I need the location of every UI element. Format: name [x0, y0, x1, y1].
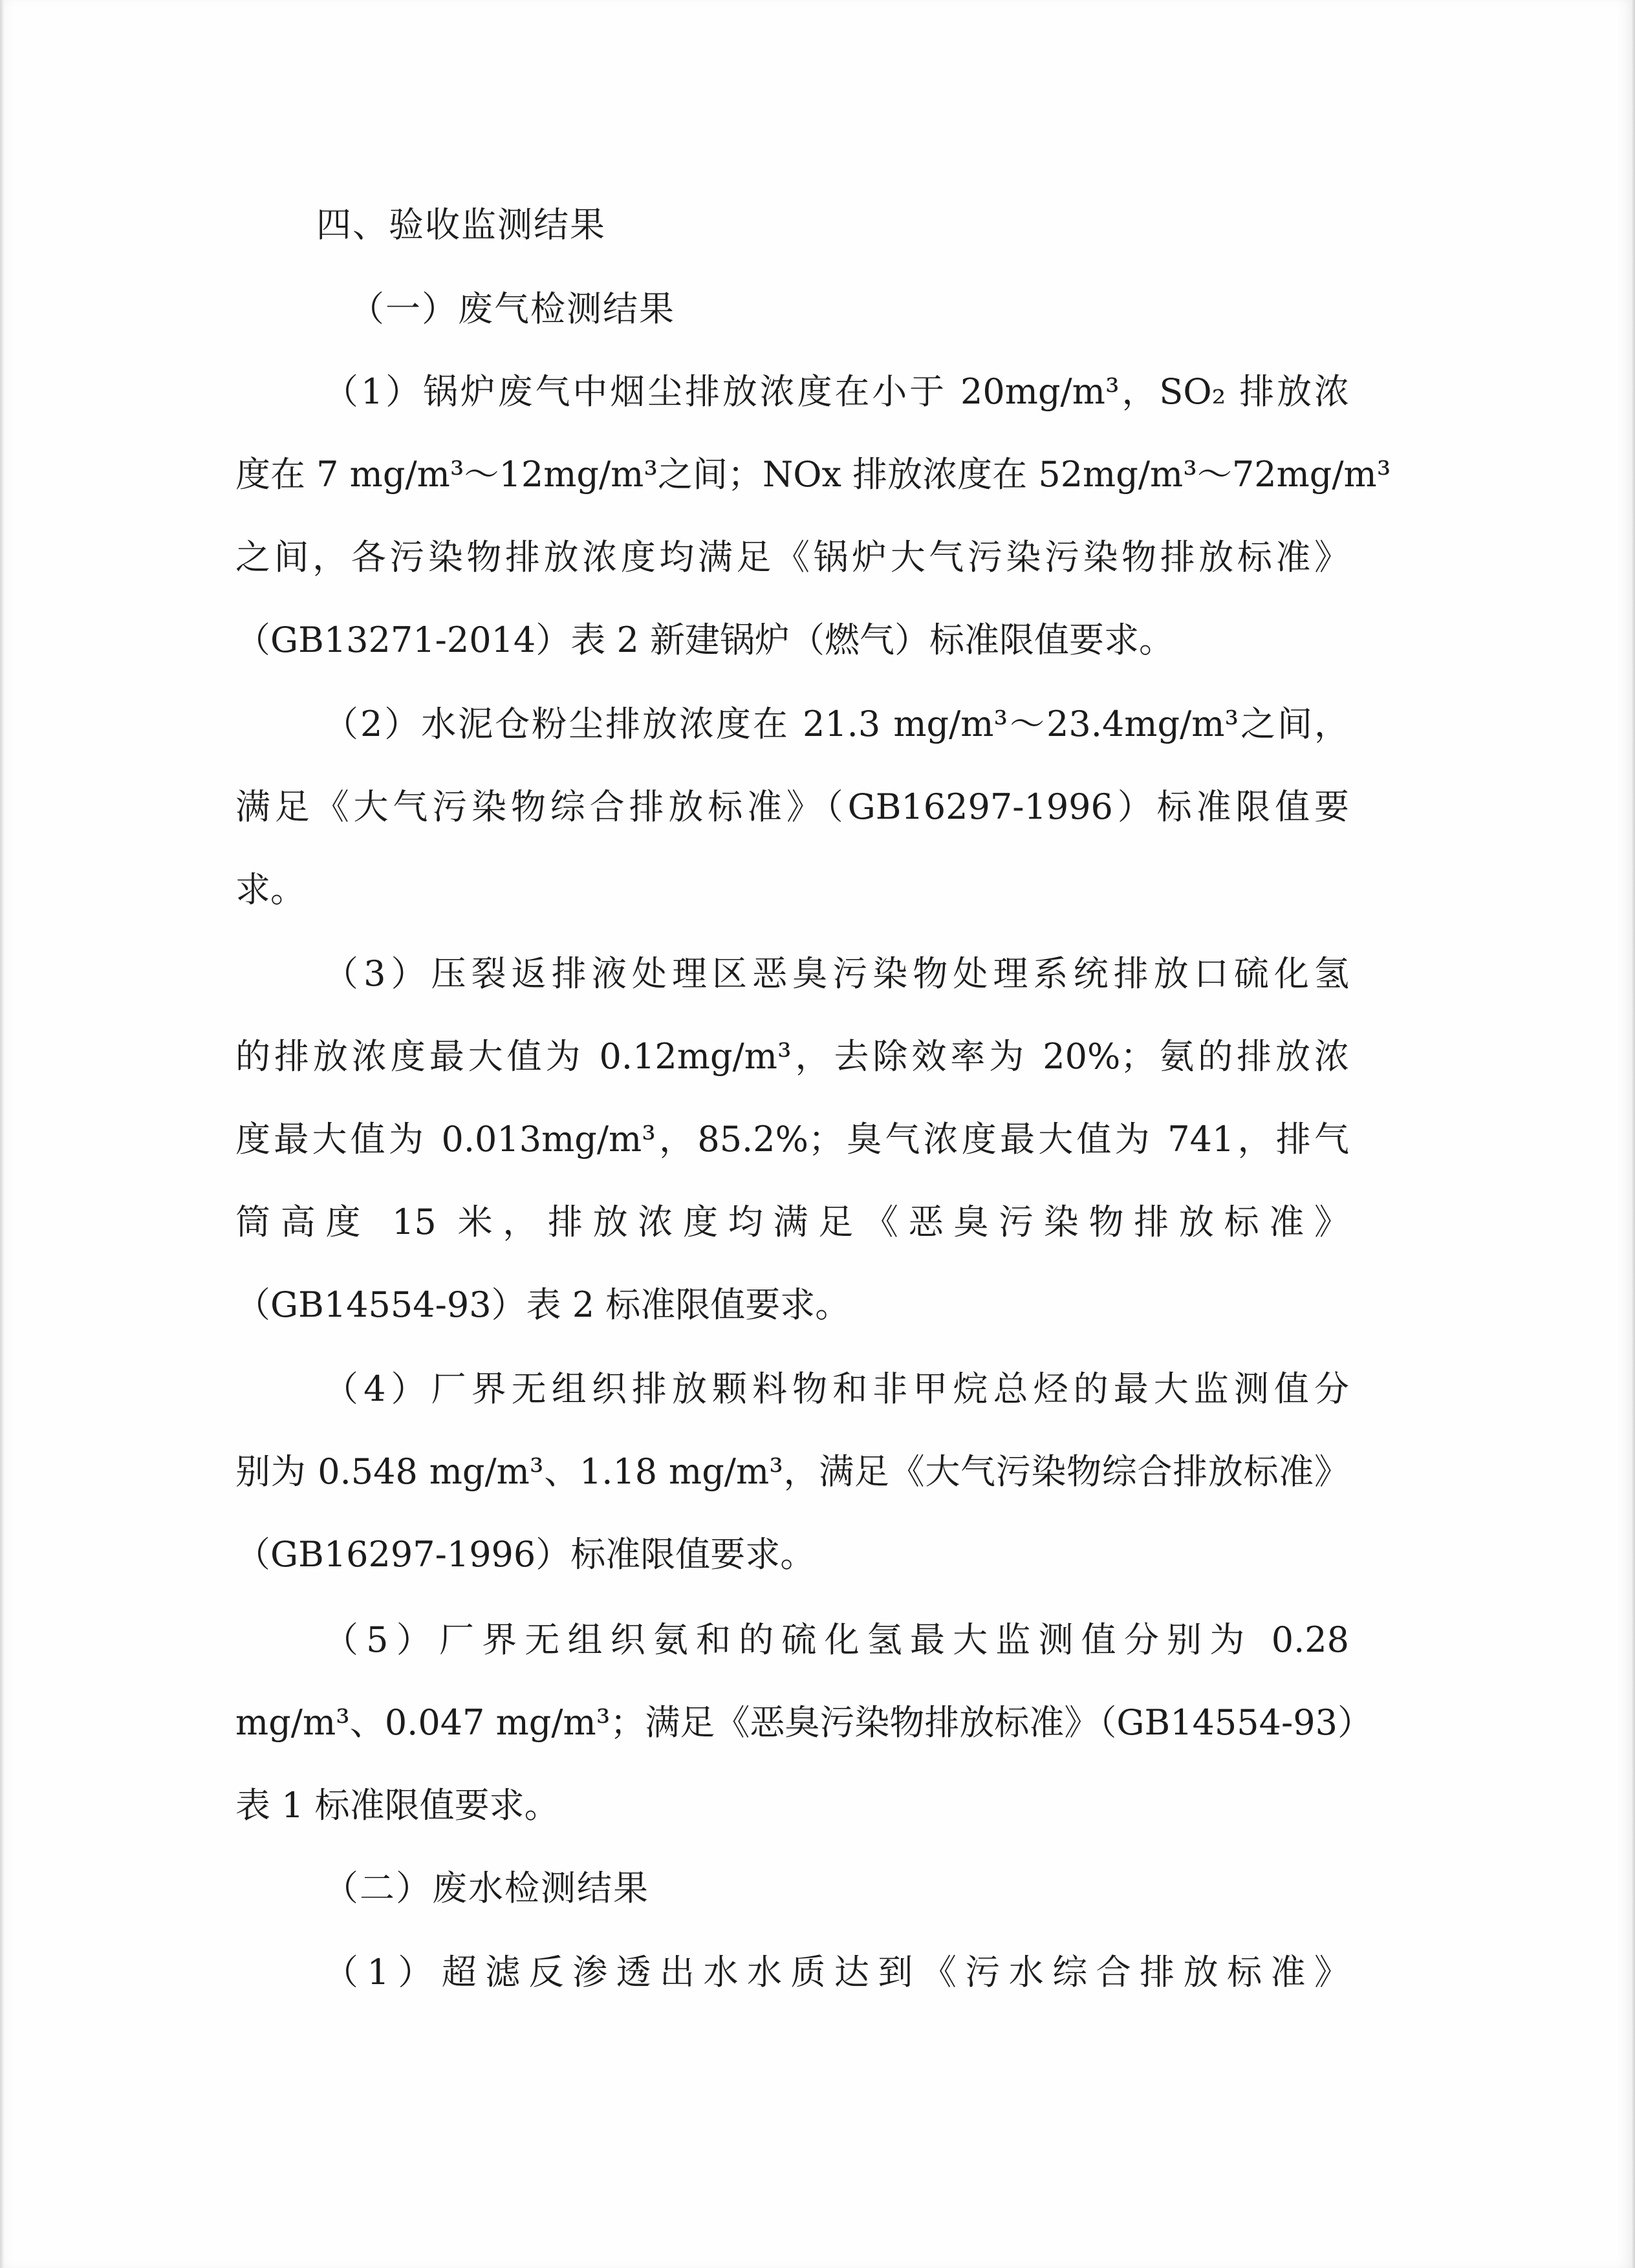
paragraph-2-line-3: 求。 — [235, 869, 305, 910]
paragraph-1-line-2: 度在 7 mg/m³～12mg/m³之间；NOx 排放浓度在 52mg/m³～72mg/m³ — [235, 454, 1391, 495]
paragraph-3-line-5: （GB14554-93）表 2 标准限值要求。 — [235, 1284, 850, 1325]
paragraph-4-line-2: 别为 0.548 mg/m³、1.18 mg/m³，满足《大气污染物综合排放标准》 — [235, 1451, 1349, 1492]
scan-edge-left — [0, 0, 4, 2268]
paragraph-2-line-1: （2）水泥仓粉尘排放浓度在 21.3 mg/m³～23.4mg/m³之间， — [323, 704, 1349, 744]
paragraph-5-line-1: （5）厂界无组织氨和的硫化氢最大监测值分别为 0.28 — [323, 1619, 1349, 1660]
paragraph-3-line-1: （3）压裂返排液处理区恶臭污染物处理系统排放口硫化氢 — [323, 953, 1349, 994]
section-heading: 四、验收监测结果 — [316, 204, 606, 245]
subsection-heading-exhaust-gas: （一）废气检测结果 — [349, 288, 675, 329]
paragraph-6-line-1: （1）超滤反渗透出水水质达到《污水综合排放标准》 — [323, 1952, 1349, 1993]
subsection-heading-wastewater: （二）废水检测结果 — [323, 1868, 649, 1908]
paragraph-1-line-1: （1）锅炉废气中烟尘排放浓度在小于 20mg/m³，SO₂ 排放浓 — [323, 371, 1349, 412]
scan-edge-right — [1631, 0, 1635, 2268]
paragraph-4-line-1: （4）厂界无组织排放颗料物和非甲烷总烃的最大监测值分 — [323, 1368, 1349, 1409]
paragraph-3-line-2: 的排放浓度最大值为 0.12mg/m³，去除效率为 20%；氨的排放浓 — [235, 1036, 1349, 1077]
paragraph-3-line-4: 筒高度 15 米，排放浓度均满足《恶臭污染物排放标准》 — [235, 1202, 1349, 1242]
paragraph-1-line-3: 之间，各污染物排放浓度均满足《锅炉大气污染污染物排放标准》 — [235, 537, 1349, 578]
paragraph-1-line-4: （GB13271-2014）表 2 新建锅炉（燃气）标准限值要求。 — [235, 620, 1174, 660]
paragraph-4-line-3: （GB16297-1996）标准限值要求。 — [235, 1534, 816, 1575]
paragraph-5-line-2: mg/m³、0.047 mg/m³；满足《恶臭污染物排放标准》（GB14554-93） — [235, 1702, 1372, 1743]
paragraph-5-line-3: 表 1 标准限值要求。 — [235, 1785, 559, 1826]
paragraph-2-line-2: 满足《大气污染物综合排放标准》（GB16297-1996）标准限值要 — [235, 786, 1349, 827]
paragraph-3-line-3: 度最大值为 0.013mg/m³，85.2%；臭气浓度最大值为 741，排气 — [235, 1119, 1349, 1160]
